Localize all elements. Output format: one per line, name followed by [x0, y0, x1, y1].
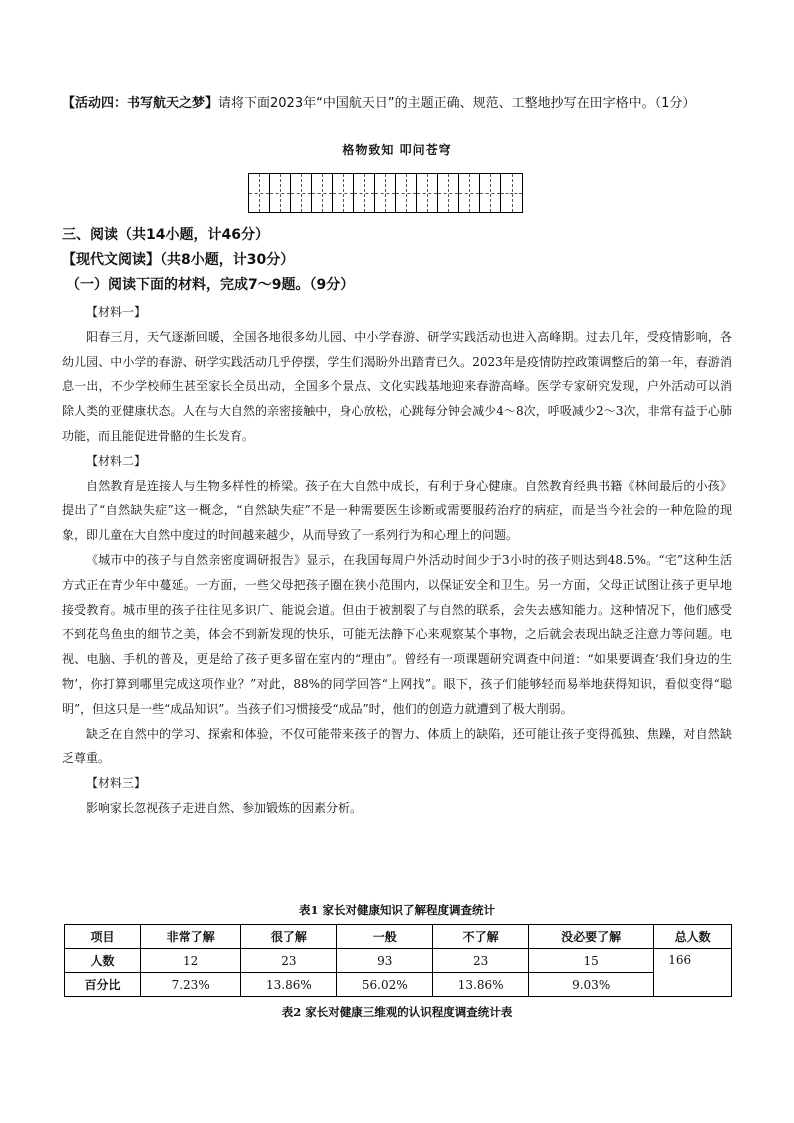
table-cell: 7.23% [140, 973, 241, 997]
table-cell: 百分比 [65, 973, 141, 997]
table-header-cell: 没必要了解 [529, 925, 654, 949]
total-count-cell: 166 [654, 949, 732, 997]
theme-text: 格物致知 叩问苍穹 [342, 143, 452, 157]
section-title: 三、阅读（共14小题，计46分） [62, 227, 269, 243]
table-header-row [65, 925, 732, 949]
tianzige-cell[interactable] [312, 174, 333, 212]
table1-caption: 表1 家长对健康知识了解程度调查统计 [298, 903, 495, 917]
table-cell: 93 [337, 949, 433, 973]
table-cell: 人数 [65, 949, 141, 973]
activity-text: 请将下面2023年“中国航天日”的主题正确、规范、工整地抄写在田字格中。（1分） [218, 96, 696, 111]
tianzige-cell[interactable] [417, 174, 438, 212]
material3-label: 【材料三】 [86, 776, 147, 791]
table-cell: 15 [529, 949, 654, 973]
table-header-cell: 总人数 [654, 925, 732, 949]
activity-instruction [62, 92, 732, 116]
tianzige-cell[interactable] [270, 174, 291, 212]
reading-materials [62, 300, 732, 821]
tianzige-grid[interactable] [248, 173, 523, 213]
part-title: （一）阅读下面的材料，完成7～9题。（9分） [66, 277, 355, 293]
table-cell: 56.02% [337, 973, 433, 997]
table-cell: 23 [241, 949, 337, 973]
tianzige-cell[interactable] [375, 174, 396, 212]
table-header-cell: 不了解 [433, 925, 529, 949]
table-header-cell: 一般 [337, 925, 433, 949]
tianzige-cell[interactable] [333, 174, 354, 212]
material3-paragraph: 影响家长忽视孩子走进自然、参加锻炼的因素分析。 [86, 800, 363, 815]
material1-paragraph: 阳春三月，天气逐渐回暖，全国各地很多幼儿园、中小学春游、研学实践活动也进入高峰期。过去几年，受疫情影响，各幼儿园、中小学的春游、研学实践活动几乎停摆，学生们渴盼外出踏青已久。2023年是疫情防控政策调整后的第一年，春游消息一出，不少学校师生甚至家长全员出动，全国多个景点、文化实践基地迎来春游高峰。医学专家研究发现，户外活动可以消除人类的亚健康状态。人在与大自然的亲密接触中，身心放松，心跳每分钟会减少4～8次，呼吸减少2～3次，非常有益于心肺功能，而且能促进骨骼的生长发育。 [62, 329, 732, 443]
table-cell: 23 [433, 949, 529, 973]
tianzige-cell[interactable] [480, 174, 501, 212]
tianzige-cell[interactable] [249, 174, 270, 212]
tianzige-cell[interactable] [459, 174, 480, 212]
material1-label: 【材料一】 [86, 305, 147, 319]
table-cell: 9.03% [529, 973, 654, 997]
material2-paragraph-2: 《城市中的孩子与自然亲密度调研报告》显示，在我国每周户外活动时间少于3小时的孩子则达到48.5%。“宅”这种生活方式正在青少年中蔓延。一方面，一些父母把孩子圈在狭小范围内，以保证安全和卫生。另一方面，父母正试图让孩子更早地接受教育。城市里的孩子往往见多识广、能说会道。但由于被割裂了与自然的联系，会失去感知能力。这种情况下，他们感受不到花鸟鱼虫的细节之美，体会不到新发现的快乐，可能无法静下心来观察某个事物，之后就会表现出缺乏注意力等问题。电视、电脑、手机的普及，更是给了孩子更多留在室内的“理由”。曾经有一项课题研究调查中问道：“如果要调查‘我们身边的生物’，你打算到哪里完成这项作业？”对此，88%的同学回答“上网找”。眼下，孩子们能够轻而易举地获得知识，看似变得“聪明”，但这只是一些“成品知识”。当孩子们习惯接受“成品”时，他们的创造力就遭到了极大削弱。 [62, 552, 732, 716]
table-header-cell: 项目 [65, 925, 141, 949]
tianzige-cell[interactable] [291, 174, 312, 212]
table2-caption: 表2 家长对健康三维观的认识程度调查统计表 [281, 1005, 513, 1019]
table-row [65, 973, 732, 997]
tianzige-cell[interactable] [438, 174, 459, 212]
table-header-cell: 很了解 [241, 925, 337, 949]
table-cell: 13.86% [433, 973, 529, 997]
tianzige-cell[interactable] [396, 174, 417, 212]
material2-label: 【材料二】 [86, 453, 147, 468]
table-header-cell: 非常了解 [140, 925, 241, 949]
table-row [65, 949, 732, 973]
health-knowledge-table [64, 924, 732, 997]
table-cell: 12 [140, 949, 241, 973]
tianzige-cell[interactable] [354, 174, 375, 212]
section-subtitle: 【现代文阅读】（共8小题，计30分） [62, 252, 295, 268]
material2-paragraph-1: 自然教育是连接人与生物多样性的桥梁。孩子在大自然中成长，有利于身心健康。自然教育经典书籍《林间最后的小孩》提出了“自然缺失症”这一概念，“自然缺失症”不是一种需要医生诊断或需要服药治疗的病症，而是当今社会的一种危险的现象，即儿童在大自然中度过的时间越来越少，从而导致了一系列行为和心理上的问题。 [62, 478, 732, 543]
table-cell: 13.86% [241, 973, 337, 997]
tianzige-cell[interactable] [501, 174, 522, 212]
material2-paragraph-3: 缺乏在自然中的学习、探索和体验，不仅可能带来孩子的智力、体质上的缺陷，还可能让孩子变得孤独、焦躁，对自然缺乏尊重。 [62, 726, 732, 766]
activity-title: 【活动四：书写航天之梦】 [62, 96, 219, 111]
